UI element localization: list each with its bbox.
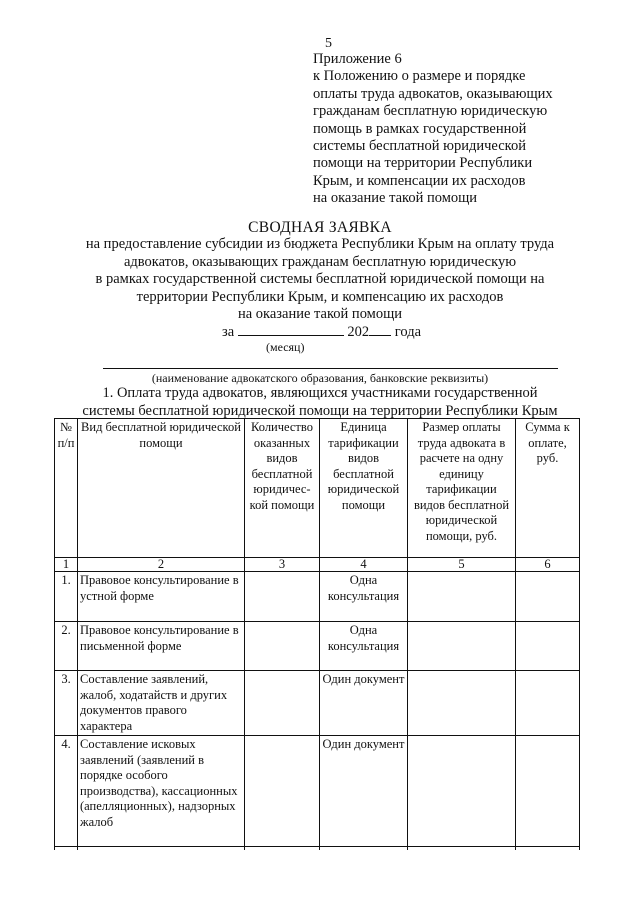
page-number: 5	[325, 36, 332, 51]
header-cell: Размер оплаты труда адвоката в расчете на одну единицу тарификации видов бесплатной юридической помощи, руб.	[408, 419, 516, 558]
subtitle-line: на оказание такой помощи	[237, 306, 403, 323]
row-sum-cell[interactable]	[516, 671, 580, 736]
header-cell: Количество оказанных видов бесплатной юридичес-кой помощи	[245, 419, 320, 558]
period-year-prefix: 202	[347, 324, 370, 340]
row-unit: Одна консультация	[320, 622, 408, 671]
period-line	[222, 322, 421, 341]
appendix-line: на оказание такой помощи	[313, 190, 478, 207]
appendix-header	[313, 51, 633, 208]
row-unit: Одна консультация	[320, 572, 408, 622]
document-title: СВОДНАЯ ЗАЯВКА	[248, 219, 392, 236]
column-number: 5	[408, 558, 516, 572]
row-type: Составление заявлений, жалоб, ходатайств и других документов правого характера	[78, 671, 245, 736]
header-cell: № п/п	[55, 419, 78, 558]
row-unit: Один документ	[320, 671, 408, 736]
section-line: 1. Оплата труда адвокатов, являющихся участниками государственной	[102, 385, 538, 401]
org-caption: (наименование адвокатского образования, банковские реквизиты)	[151, 371, 489, 385]
header-cell: Единица тарификации видов бесплатной юридической помощи	[320, 419, 408, 558]
row-count-cell[interactable]	[245, 572, 320, 622]
appendix-line: помощь в рамках государственной	[313, 120, 527, 137]
column-number: 1	[55, 558, 78, 572]
appendix-line: Приложение 6	[313, 51, 402, 67]
section-heading	[0, 384, 640, 420]
payment-table	[54, 418, 580, 850]
period-suffix: года	[394, 324, 422, 340]
row-number: 4.	[55, 736, 78, 847]
column-number-row	[55, 558, 580, 572]
month-blank-field[interactable]	[238, 322, 344, 336]
row-rate-cell[interactable]	[408, 572, 516, 622]
row-count-cell[interactable]	[245, 671, 320, 736]
subtitle-line: адвокатов, оказывающих гражданам бесплатную юридическую	[123, 253, 517, 270]
column-number: 3	[245, 558, 320, 572]
row-count-cell[interactable]	[245, 622, 320, 671]
subtitle-line: территории Республики Крым, и компенсацию их расходов	[136, 288, 504, 305]
column-number: 4	[320, 558, 408, 572]
month-caption: (месяц)	[266, 340, 305, 354]
period-prefix: за	[222, 324, 235, 340]
row-type: Составление исковых заявлений (заявлений в порядке особого производства), кассационных (апелляционных), надзорных жалоб	[78, 736, 245, 847]
row-number: 2.	[55, 622, 78, 671]
column-number: 2	[78, 558, 245, 572]
row-rate-cell[interactable]	[408, 736, 516, 847]
appendix-line: Крым, и компенсации их расходов	[313, 172, 526, 189]
row-count-cell[interactable]	[245, 736, 320, 847]
table-row	[55, 736, 580, 847]
org-blank-field[interactable]	[103, 368, 558, 369]
row-rate-cell[interactable]	[408, 622, 516, 671]
appendix-line: системы бесплатной юридической	[313, 138, 526, 155]
table-row	[55, 671, 580, 736]
row-number: 1.	[55, 572, 78, 622]
column-number: 6	[516, 558, 580, 572]
row-unit: Один документ	[320, 736, 408, 847]
header-cell: Вид бесплатной юридической помощи	[78, 419, 245, 558]
row-number: 3.	[55, 671, 78, 736]
appendix-line: к Положению о размере и порядке	[313, 68, 526, 85]
row-sum-cell[interactable]	[516, 572, 580, 622]
table-row	[55, 572, 580, 622]
table-header-row	[55, 419, 580, 558]
year-blank-field[interactable]	[369, 322, 391, 336]
row-sum-cell[interactable]	[516, 736, 580, 847]
section-line: системы бесплатной юридической помощи на территории Республики Крым	[82, 403, 558, 419]
appendix-line: гражданам бесплатную юридическую	[313, 103, 548, 120]
subtitle-line: в рамках государственной системы бесплатной юридической помощи на	[95, 271, 545, 288]
row-rate-cell[interactable]	[408, 671, 516, 736]
row-type: Правовое консультирование в письменной форме	[78, 622, 245, 671]
document-subtitle	[0, 236, 640, 324]
appendix-line: оплаты труда адвокатов, оказывающих	[313, 85, 553, 102]
header-cell: Сумма к оплате, руб.	[516, 419, 580, 558]
subtitle-line: на предоставление субсидии из бюджета Республики Крым на оплату труда	[85, 236, 555, 252]
table-continuation-row	[55, 847, 580, 850]
table-row	[55, 622, 580, 671]
row-type: Правовое консультирование в устной форме	[78, 572, 245, 622]
row-sum-cell[interactable]	[516, 622, 580, 671]
appendix-line: помощи на территории Республики	[313, 155, 533, 172]
